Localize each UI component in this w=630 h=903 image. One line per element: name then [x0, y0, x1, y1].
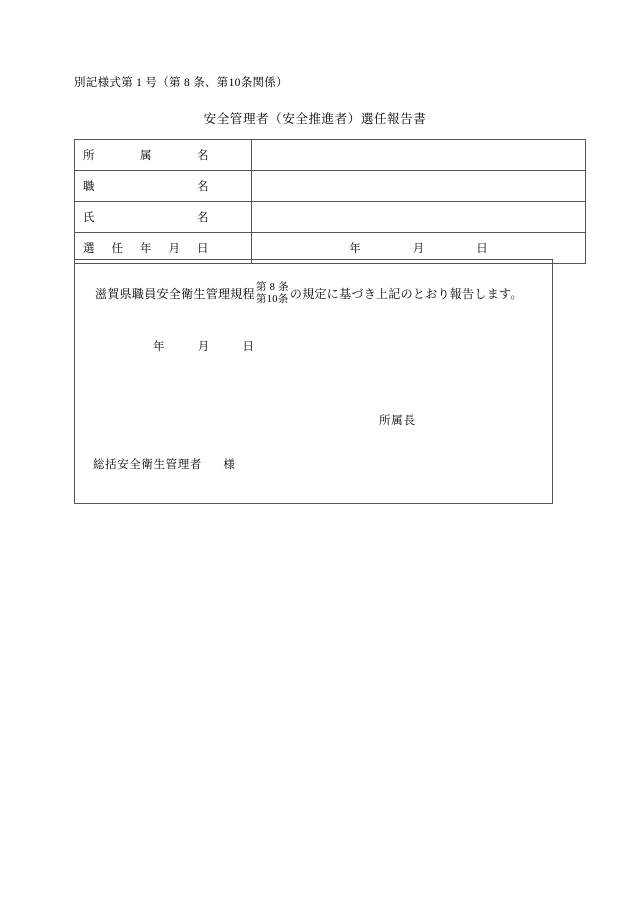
row-label-affiliation	[75, 140, 252, 171]
label-part: 月	[168, 243, 181, 255]
row-label-position	[75, 171, 252, 202]
label-part: 任	[111, 243, 124, 255]
field-person-name[interactable]	[252, 202, 586, 233]
field-position-name[interactable]	[252, 171, 586, 202]
table-row	[75, 202, 586, 233]
addressee-line	[93, 456, 236, 472]
article-reference: 第 8 条	[255, 282, 289, 293]
form-table	[74, 139, 553, 264]
date-day-unit: 日	[476, 243, 488, 255]
label-part: 名	[197, 212, 209, 224]
form-code: 別記様式第 1 号（第 8 条、第10条関係）	[74, 77, 288, 89]
label-part: 所	[83, 150, 95, 162]
field-affiliation-name[interactable]	[252, 140, 586, 171]
label-part: 選	[83, 243, 95, 255]
report-date-field[interactable]	[153, 338, 255, 354]
table-row	[75, 171, 586, 202]
statement-line	[95, 281, 523, 305]
date-month-unit: 月	[412, 243, 425, 255]
article-references	[256, 282, 289, 306]
date-month-unit: 月	[197, 341, 210, 353]
statement-prefix: 滋賀県職員安全衛生管理規程	[95, 286, 255, 301]
label-part: 日	[197, 243, 209, 255]
date-year-unit: 年	[153, 341, 165, 353]
row-label-name	[75, 202, 252, 233]
label-part: 名	[197, 181, 209, 193]
label-part: 年	[140, 243, 152, 255]
table-row	[75, 140, 586, 171]
date-year-unit: 年	[349, 243, 361, 255]
page-title: 安全管理者（安全推進者）選任報告書	[203, 112, 427, 126]
body-block	[74, 259, 553, 504]
label-part: 職	[83, 181, 95, 193]
addressee-name: 総括安全衛生管理者	[93, 459, 202, 471]
article-reference: 第10条	[255, 294, 289, 306]
statement-suffix: の規定に基づき上記のとおり報告します。	[289, 286, 523, 301]
signature-label: 所属長	[379, 415, 416, 427]
label-part: 氏	[83, 212, 95, 224]
label-part: 名	[197, 150, 209, 162]
date-day-unit: 日	[242, 341, 255, 353]
addressee-honorific: 様	[223, 459, 236, 471]
label-part: 属	[140, 150, 152, 162]
